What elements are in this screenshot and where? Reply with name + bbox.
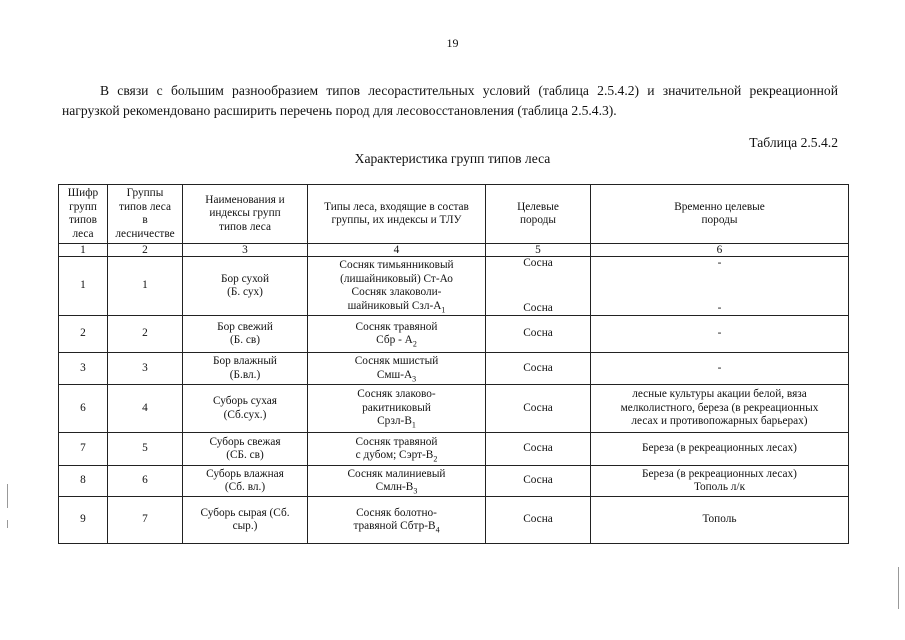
cell-name: Бор влажный (Б.вл.)	[183, 353, 308, 385]
cell-target-species: Сосна	[486, 353, 591, 385]
cell-name: Бор сухой (Б. сух)	[183, 257, 308, 316]
header-cell: Целевые породы	[486, 185, 591, 244]
cell-group: 7	[108, 497, 183, 544]
table-row	[59, 433, 849, 466]
column-number: 5	[486, 244, 591, 257]
table-title: Характеристика групп типов леса	[354, 151, 551, 166]
table-row	[59, 385, 849, 433]
cell-temporary-species: Береза (в рекреационных лесах) Тополь л/к	[591, 466, 849, 497]
cell-forest-types: Сосняк малиниевый Смлн-$В_3$	[308, 466, 486, 497]
table-row	[59, 257, 849, 316]
intro-paragraph: В связи с большим разнообразием типов лесорастительных условий (таблица 2.5.4.2) и значительной рекреационной нагрузкой рекомендовано расширить перечень пород для лесовосстановления (таблица 2.5.4.3).	[62, 83, 838, 118]
column-number: 2	[108, 244, 183, 257]
header-cell: Временно целевые породы	[591, 185, 849, 244]
cell-group: 2	[108, 316, 183, 353]
header-cell: Группы типов леса в лесничестве	[108, 185, 183, 244]
cell-group: 6	[108, 466, 183, 497]
cell-group: 4	[108, 385, 183, 433]
header-cell: Типы леса, входящие в состав группы, их индексы и ТЛУ	[308, 185, 486, 244]
cell-forest-types: Сосняк травяной с дубом; Сэрт-$В_2$	[308, 433, 486, 466]
cell-temporary-species: - -	[591, 257, 849, 316]
cell-code: 7	[59, 433, 108, 466]
scan-mark	[7, 520, 8, 528]
cell-target-species: Сосна	[486, 316, 591, 353]
cell-forest-types: Сосняк мшистый Смш-$А_3$	[308, 353, 486, 385]
cell-group: 3	[108, 353, 183, 385]
cell-group: 5	[108, 433, 183, 466]
cell-temporary-species: лесные культуры акации белой, вяза мелколистного, береза (в рекреационных лесах и противопожарных барьерах)	[591, 385, 849, 433]
cell-temporary-species: -	[591, 353, 849, 385]
cell-code: 1	[59, 257, 108, 316]
cell-target-species: Сосна	[486, 497, 591, 544]
cell-code: 2	[59, 316, 108, 353]
cell-temporary-species: Береза (в рекреационных лесах)	[591, 433, 849, 466]
cell-forest-types: Сосняк травяной Сбр - $А_2$	[308, 316, 486, 353]
cell-code: 3	[59, 353, 108, 385]
page-number: 19	[446, 36, 459, 50]
forest-types-table	[58, 184, 849, 544]
column-number: 6	[591, 244, 849, 257]
column-number: 3	[183, 244, 308, 257]
cell-forest-types: Сосняк болотно- травяной Сбтр-$В_4$	[308, 497, 486, 544]
cell-target-species: Сосна	[486, 433, 591, 466]
cell-name: Бор свежий (Б. св)	[183, 316, 308, 353]
header-cell: Наименования и индексы групп типов леса	[183, 185, 308, 244]
column-number: 1	[59, 244, 108, 257]
column-number-row	[59, 244, 849, 257]
table-row	[59, 353, 849, 385]
header-cell: Шифр групп типов леса	[59, 185, 108, 244]
cell-name: Суборь сухая (Сб.сух.)	[183, 385, 308, 433]
cell-forest-types: Сосняк тимьянниковый (лишайниковый) Ст-Ао Сосняк злаковоли- шайниковый Сзл-$А_1$	[308, 257, 486, 316]
table-header-row	[59, 185, 849, 244]
cell-code: 6	[59, 385, 108, 433]
cell-forest-types: Сосняк злаково- ракитниковый Срзл-$В_1$	[308, 385, 486, 433]
cell-code: 8	[59, 466, 108, 497]
cell-name: Суборь свежая (СБ. св)	[183, 433, 308, 466]
cell-target-species: Сосна	[486, 385, 591, 433]
cell-name: Суборь влажная (Сб. вл.)	[183, 466, 308, 497]
table-row	[59, 466, 849, 497]
table-row	[59, 316, 849, 353]
column-number: 4	[308, 244, 486, 257]
cell-group: 1	[108, 257, 183, 316]
cell-target-species: Сосна Сосна	[486, 257, 591, 316]
scan-mark	[7, 484, 8, 508]
cell-temporary-species: -	[591, 316, 849, 353]
cell-name: Суборь сырая (Сб. сыр.)	[183, 497, 308, 544]
table-row	[59, 497, 849, 544]
cell-target-species: Сосна	[486, 466, 591, 497]
table-label: Таблица 2.5.4.2	[749, 135, 838, 150]
cell-code: 9	[59, 497, 108, 544]
cell-temporary-species: Тополь	[591, 497, 849, 544]
scan-mark	[898, 567, 899, 609]
